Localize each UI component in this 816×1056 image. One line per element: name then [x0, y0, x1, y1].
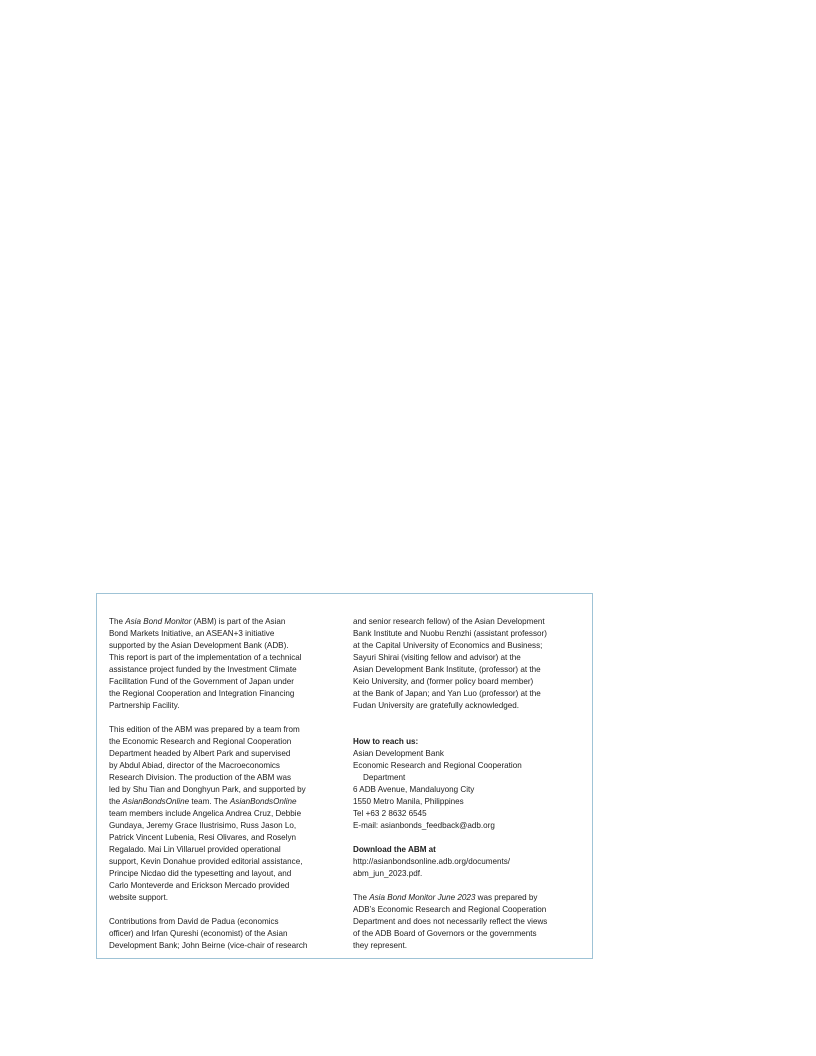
contact-heading: How to reach us: — [353, 737, 419, 746]
right-column — [353, 616, 585, 964]
download-block — [353, 844, 585, 880]
text-line: Patrick Vincent Lubenia, Resi Olivares, and Roselyn — [109, 833, 297, 842]
download-link[interactable]: abm_jun_2023.pdf. — [353, 869, 423, 878]
text-line: they represent. — [353, 941, 407, 950]
text-line: at the Capital University of Economics and Business; — [353, 641, 543, 650]
text-line: The Asia Bond Monitor (ABM) is part of the Asian — [109, 617, 286, 626]
text-line: Asian Development Bank — [353, 749, 444, 758]
text-line: support, Kevin Donahue provided editorial assistance, — [109, 857, 303, 866]
text-line: Principe Nicdao did the typesetting and layout, and — [109, 869, 292, 878]
text-line: Bank Institute and Nuobu Renzhi (assistant professor) — [353, 629, 547, 638]
text-line: Department headed by Albert Park and supervised — [109, 749, 291, 758]
text-line: the AsianBondsOnline team. The AsianBondsOnline — [109, 797, 297, 806]
text-line: 6 ADB Avenue, Mandaluyong City — [353, 785, 475, 794]
text-line: the Economic Research and Regional Cooperation — [109, 737, 292, 746]
contact-block — [353, 736, 585, 832]
text-line: Asian Development Bank Institute, (professor) at the — [353, 665, 541, 674]
left-column — [109, 616, 341, 964]
info-box — [96, 593, 593, 959]
text-line: at the Bank of Japan; and Yan Luo (professor) at the — [353, 689, 541, 698]
text-line: officer) and Irfan Qureshi (economist) of the Asian — [109, 929, 288, 938]
text-line: Facilitation Fund of the Government of Japan under — [109, 677, 294, 686]
text-line: Tel +63 2 8632 6545 — [353, 809, 427, 818]
text-line: Bond Markets Initiative, an ASEAN+3 initiative — [109, 629, 275, 638]
intro-paragraph — [109, 616, 341, 712]
text-line: team members include Angelica Andrea Cruz, Debbie — [109, 809, 302, 818]
text-line: Fudan University are gratefully acknowledged. — [353, 701, 520, 710]
text-line: Gundaya, Jeremy Grace Ilustrisimo, Russ Jason Lo, — [109, 821, 297, 830]
text-line: Research Division. The production of the ABM was — [109, 773, 292, 782]
team-paragraph — [109, 724, 341, 904]
text-line: led by Shu Tian and Donghyun Park, and supported by — [109, 785, 306, 794]
download-link[interactable]: http://asianbondsonline.adb.org/documents/ — [353, 857, 511, 866]
text-line: The Asia Bond Monitor June 2023 was prepared by — [353, 893, 538, 902]
text-line: website support. — [109, 893, 168, 902]
text-line: Department — [363, 773, 406, 782]
text-line: Partnership Facility. — [109, 701, 180, 710]
text-line: Carlo Monteverde and Erickson Mercado provided — [109, 881, 290, 890]
text-line: by Abdul Abiad, director of the Macroeconomics — [109, 761, 280, 770]
text-line: Keio University, and (former policy board member) — [353, 677, 534, 686]
text-line: Contributions from David de Padua (economics — [109, 917, 279, 926]
text-line: and senior research fellow) of the Asian Development — [353, 617, 545, 626]
download-heading: Download the ABM at — [353, 845, 436, 854]
text-line: Department and does not necessarily reflect the views — [353, 917, 548, 926]
text-line: assistance project funded by the Investment Climate — [109, 665, 297, 674]
text-line: ADB’s Economic Research and Regional Cooperation — [353, 905, 547, 914]
text-line: Sayuri Shirai (visiting fellow and advisor) at the — [353, 653, 521, 662]
text-line: 1550 Metro Manila, Philippines — [353, 797, 464, 806]
contributions-paragraph-end — [353, 616, 585, 712]
text-line: Development Bank; John Beirne (vice-chair of research — [109, 941, 308, 950]
text-line: This edition of the ABM was prepared by a team from — [109, 725, 300, 734]
email-line[interactable]: E-mail: asianbonds_feedback@adb.org — [353, 821, 495, 830]
text-line: the Regional Cooperation and Integration Financing — [109, 689, 295, 698]
contributions-paragraph-start — [109, 916, 341, 952]
disclaimer-block — [353, 892, 585, 952]
text-line: supported by the Asian Development Bank (ADB). — [109, 641, 289, 650]
text-line: This report is part of the implementation of a technical — [109, 653, 302, 662]
text-line: Regalado. Mai Lin Villaruel provided operational — [109, 845, 281, 854]
text-line: Economic Research and Regional Cooperation — [353, 761, 522, 770]
text-line: of the ADB Board of Governors or the governments — [353, 929, 537, 938]
